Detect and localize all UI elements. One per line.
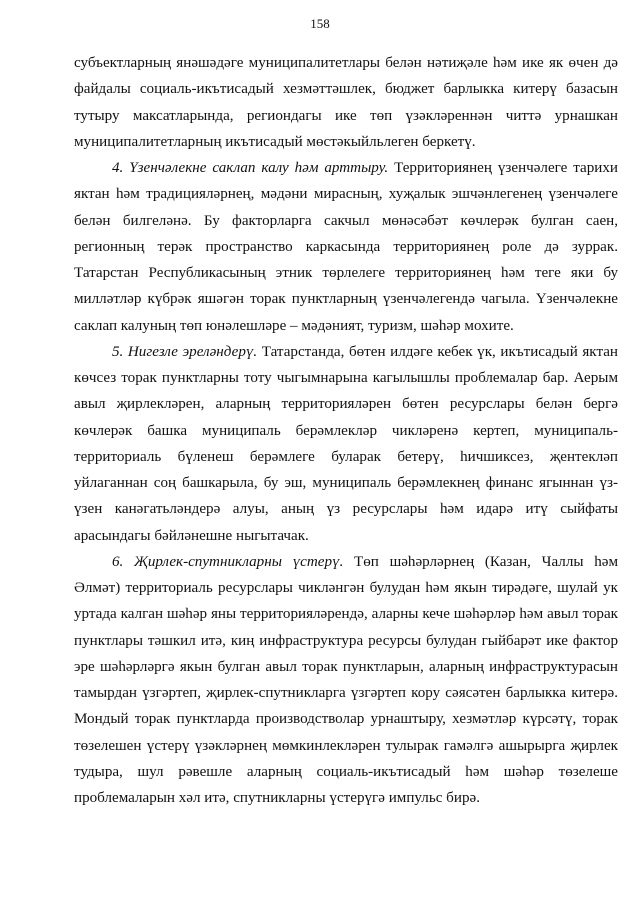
- document-body: [74, 50, 618, 811]
- paragraph-section-4: [74, 155, 618, 339]
- paragraph-text: субъектларның янәшәдәге муниципалитетлары белән нәтиҗәле һәм ике як өчен дә файдалы социаль-икътисадый хезмәттәшлек, бюджет барлыкка китерү базасын тутыру максатларында, региондагы ике төп үзәкләреннән читтә урнашкан муниципалитетларның икътисадый мөстәкыйльлеген беркетү.: [74, 55, 618, 150]
- page-number: 158: [310, 16, 330, 31]
- paragraph-section-6: [74, 549, 618, 812]
- paragraph-intro: [74, 50, 618, 155]
- section-heading: 4. Үзенчәлекне саклап калу һәм арттыру.: [112, 160, 389, 176]
- section-heading: 6. Җирлек-спутникларны үстерү.: [112, 553, 344, 570]
- paragraph-text: Төп шәһәрләрнең (Казан, Чаллы һәм Әлмәт) территориаль ресурслары чикләнгән булудан һәм якын тирәдәге, шулай ук уртада калган шәһәр яны территорияләрендә, аларны кече шәһәрләр һәм авыл торак пунктлары тәшкил итә, киң инфраструктура ресурсы булудан гыйбарәт ике фактор эре шәһәрләргә якын булган авыл торак пунктларын, аларның инфраструктурасын тамырдан үзгәртеп, җирлек-спутникларга үзгәртеп кору сәясәтен барлыкка китерә. Мондый торак пунктларда производстволар урнаштыру, хезмәтләр күрсәтү, торак төзелешен үстерү үзәкләрнең мөмкинлекләрен тулырак гамәлгә ашырырга җирлек тудыра, шул рәвешле аларның социаль-икътисадый һәм шәһәр төзелеше проблемаларын хәл итә, спутникларны үстерүгә импульс бирә.: [74, 553, 618, 806]
- section-heading: 5. Нигезле эреләндерү.: [112, 343, 258, 360]
- paragraph-text: Территориянең үзенчәлеге тарихи яктан һәм традицияләрнең, мәдәни мирасның, хуҗалык эшчәнлегенең үзенчәлеге белән билгеләнә. Бу факторларга сакчыл мөнәсәбәт көчлерәк булган саен, регионның терәк пространство каркасында территориянең роле дә зуррак. Татарстан Республикасының этник төрлелеге территориянең һәм теге яки бу милләтләр күбрәк яшәгән торак пунктларның үзенчәлегендә чагыла. Үзенчәлекне саклап калуның төп юнәлешләре – мәдәният, туризм, шәһәр мохите.: [74, 160, 618, 334]
- paragraph-section-5: [74, 339, 618, 549]
- paragraph-text: Татарстанда, бөтен илдәге кебек үк, икътисадый яктан көчсез торак пунктларны тоту чыгымнарына кагылышлы проблемалар бар. Аерым авыл җирлекләрен, аларның территорияләрен бөтен ресурслары белән бергә көчлерәк башка муниципаль берәмлекләр чикләренә кертеп, муниципаль-территориаль бүленеш берәмлеге буларак бетерү, һичшиксез, җентекләп уйлаганнан соң башкарыла, бу эш, муниципаль берәмлекнең финанс ягыннан үз-үзен канәгатьләндерә алуы, аның үз ресурслары һәм идарә итү сыйфаты арасындагы бәйләнешне ныгытачак.: [74, 343, 618, 544]
